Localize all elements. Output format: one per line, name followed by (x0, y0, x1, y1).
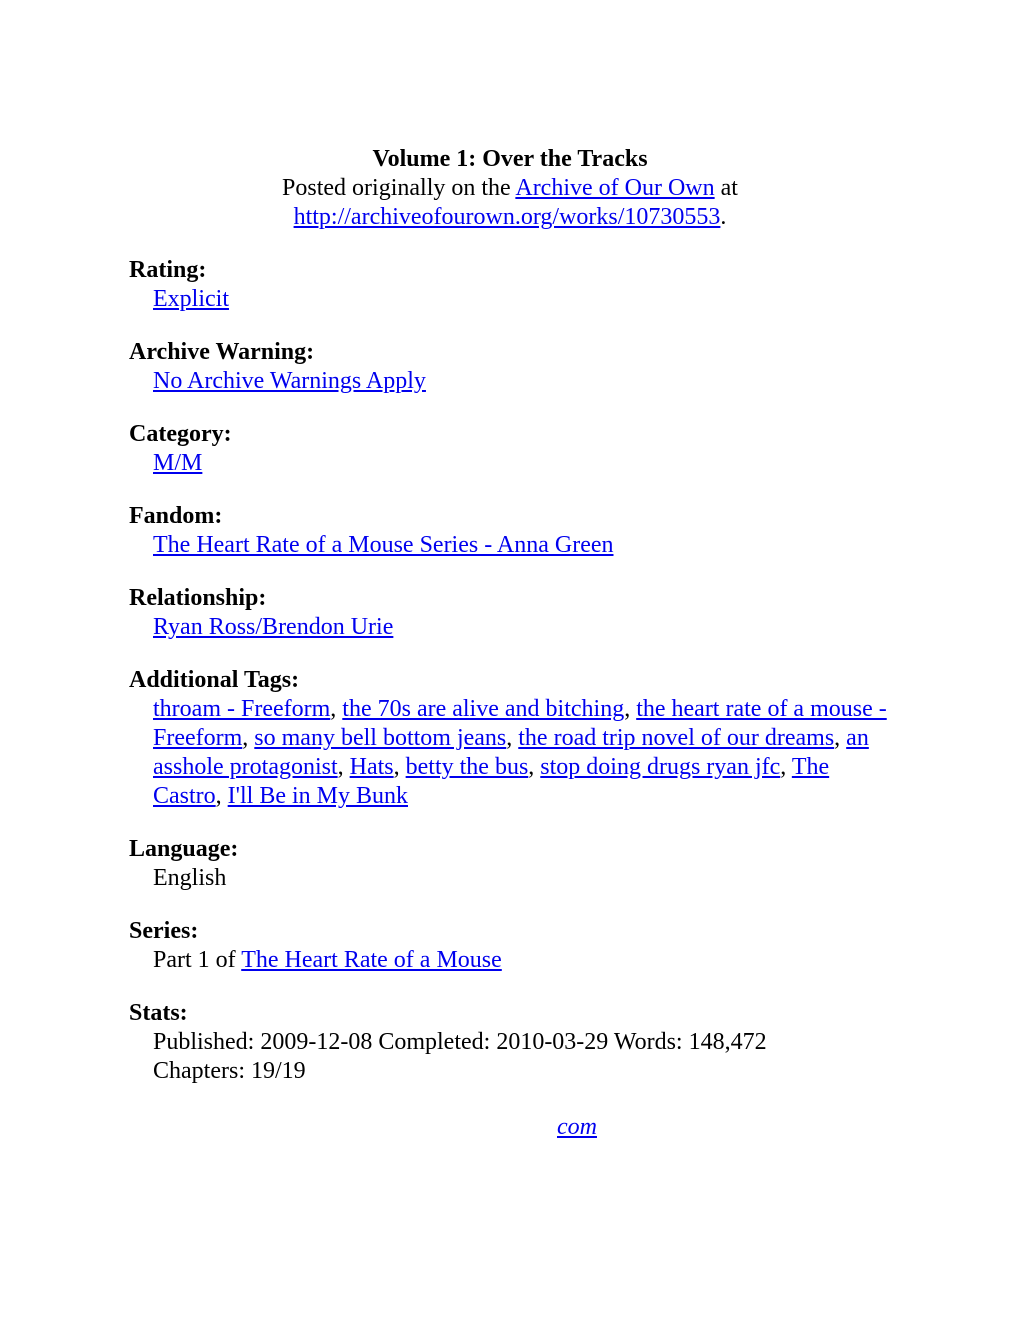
stats-field (129, 999, 899, 1086)
rating-label: Rating: (129, 257, 207, 283)
stats-value (129, 1028, 899, 1086)
tags-list (129, 695, 899, 811)
tag-link[interactable]: The Castro (153, 754, 830, 809)
tag-link[interactable]: stop doing drugs ryan jfc (540, 754, 781, 780)
posted-at: at (714, 175, 738, 201)
footer (0, 1113, 1020, 1142)
series-field (129, 917, 899, 975)
tag-separator: , (834, 725, 847, 751)
work-url-line (0, 203, 1020, 232)
work-title: Volume 1: Over the Tracks (372, 146, 648, 172)
tag-separator: , (337, 754, 350, 780)
rating-field (129, 256, 899, 314)
category-label: Category: (129, 421, 232, 447)
series-label: Series: (129, 918, 199, 944)
posted-line (0, 174, 1020, 203)
warning-field (129, 338, 899, 396)
warning-link[interactable]: No Archive Warnings Apply (153, 368, 426, 394)
work-header (0, 145, 1020, 232)
posted-prefix: Posted originally on the (282, 175, 516, 201)
warning-label: Archive Warning: (129, 339, 315, 365)
relationship-field (129, 584, 899, 642)
series-value (129, 946, 899, 975)
relationship-link[interactable]: Ryan Ross/Brendon Urie (153, 614, 394, 640)
relationship-value (129, 613, 899, 642)
fandom-link[interactable]: The Heart Rate of a Mouse Series - Anna Green (153, 532, 614, 558)
series-link[interactable]: The Heart Rate of a Mouse (241, 947, 502, 973)
stats-label: Stats: (129, 1000, 188, 1026)
tag-link[interactable]: the heart rate of a mouse - Freeform (153, 696, 887, 751)
work-url-link[interactable]: http://archiveofourown.org/works/10730553 (293, 204, 721, 230)
language-field (129, 835, 899, 893)
tag-link[interactable]: the 70s are alive and bitching (342, 696, 625, 722)
tag-separator: , (330, 696, 343, 722)
rating-value (129, 285, 899, 314)
tag-link[interactable]: Hats (349, 754, 394, 780)
tag-link[interactable]: betty the bus (405, 754, 529, 780)
tag-link[interactable]: the road trip novel of our dreams (518, 725, 835, 751)
language-value: English (153, 865, 227, 891)
stats-line-chapters: Chapters: 19/19 (153, 1058, 306, 1084)
tags-label: Additional Tags: (129, 667, 300, 693)
category-link[interactable]: M/M (153, 450, 203, 476)
archive-link[interactable]: Archive of Our Own (515, 175, 715, 201)
work-metadata (129, 256, 899, 1110)
rating-link[interactable]: Explicit (153, 286, 229, 312)
tag-separator: , (624, 696, 637, 722)
tag-link[interactable]: an asshole protagonist (153, 725, 869, 780)
warning-value (129, 367, 899, 396)
tag-link[interactable]: throam - Freeform (153, 696, 331, 722)
stats-line-dates-words: Published: 2009-12-08 Completed: 2010-03-29 Words: 148,472 (153, 1029, 767, 1055)
tag-separator: , (393, 754, 406, 780)
category-value (129, 449, 899, 478)
work-url-period: . (720, 204, 727, 230)
tag-link[interactable]: I'll Be in My Bunk (227, 783, 408, 809)
tags-field (129, 666, 899, 811)
fandom-label: Fandom: (129, 503, 223, 529)
tag-separator: , (528, 754, 541, 780)
category-field (129, 420, 899, 478)
fandom-value (129, 531, 899, 560)
tag-separator: , (215, 783, 228, 809)
tag-separator: , (242, 725, 255, 751)
tag-separator: , (780, 754, 792, 780)
language-label: Language: (129, 836, 239, 862)
fandom-field (129, 502, 899, 560)
footer-link[interactable]: com (557, 1114, 597, 1140)
relationship-label: Relationship: (129, 585, 267, 611)
tag-link[interactable]: so many bell bottom jeans (254, 725, 507, 751)
tag-separator: , (506, 725, 519, 751)
series-prefix: Part 1 of (153, 947, 242, 973)
